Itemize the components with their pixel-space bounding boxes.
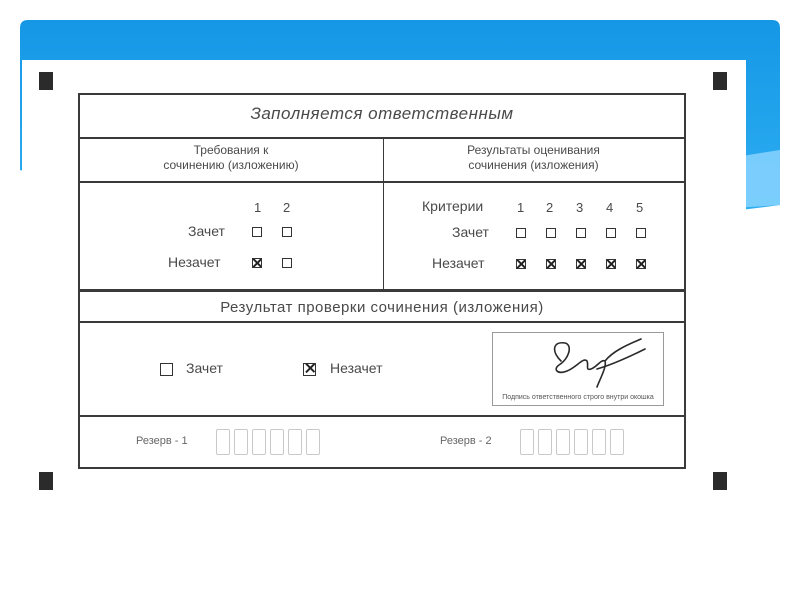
result-pass-label: Зачет bbox=[186, 360, 223, 376]
reserve-2-cell[interactable] bbox=[538, 429, 552, 455]
requirements-fail-label: Незачет bbox=[168, 254, 221, 270]
criterion-col-1: 1 bbox=[517, 200, 525, 215]
criterion-col-3: 3 bbox=[576, 200, 584, 215]
criterion-col-4: 4 bbox=[606, 200, 614, 215]
requirements-title bbox=[80, 143, 382, 173]
requirement-1-pass-checkbox[interactable] bbox=[252, 227, 262, 237]
requirement-2-fail-checkbox[interactable] bbox=[282, 258, 292, 268]
criterion-3-pass-checkbox[interactable] bbox=[576, 228, 586, 238]
corner-marker-bottom-right bbox=[713, 472, 727, 490]
requirement-col-1: 1 bbox=[254, 200, 262, 215]
divider bbox=[80, 289, 684, 292]
corner-marker-bottom-left bbox=[39, 472, 53, 490]
result-pass-checkbox[interactable] bbox=[160, 363, 173, 376]
result-fail-label: Незачет bbox=[330, 360, 383, 376]
column-divider bbox=[383, 139, 384, 289]
requirements-pass-label: Зачет bbox=[188, 223, 225, 239]
reserve-2-cell[interactable] bbox=[556, 429, 570, 455]
results-title-line2: сочинения (изложения) bbox=[468, 158, 599, 172]
results-fail-label: Незачет bbox=[432, 255, 485, 271]
criterion-col-5: 5 bbox=[636, 200, 644, 215]
criterion-3-fail-checkbox[interactable] bbox=[576, 259, 586, 269]
criterion-2-pass-checkbox[interactable] bbox=[546, 228, 556, 238]
reserve-2-cell[interactable] bbox=[610, 429, 624, 455]
criterion-2-fail-checkbox[interactable] bbox=[546, 259, 556, 269]
criteria-label: Критерии bbox=[422, 198, 484, 214]
reserve-1-label: Резерв - 1 bbox=[136, 435, 188, 447]
reserve-2-label: Резерв - 2 bbox=[440, 435, 492, 447]
form-scan bbox=[22, 60, 746, 512]
corner-marker-top-right bbox=[713, 72, 727, 90]
divider bbox=[80, 415, 684, 417]
criterion-1-pass-checkbox[interactable] bbox=[516, 228, 526, 238]
signature-box[interactable] bbox=[492, 332, 664, 406]
form-header-title: Заполняется ответственным bbox=[250, 104, 514, 123]
requirement-1-fail-checkbox[interactable] bbox=[252, 258, 262, 268]
criterion-4-pass-checkbox[interactable] bbox=[606, 228, 616, 238]
divider bbox=[80, 137, 684, 139]
reserve-2-cell[interactable] bbox=[574, 429, 588, 455]
reserve-1-cell[interactable] bbox=[234, 429, 248, 455]
assessment-form bbox=[78, 93, 686, 469]
reserve-2-cell[interactable] bbox=[592, 429, 606, 455]
divider bbox=[80, 321, 684, 323]
results-pass-label: Зачет bbox=[452, 224, 489, 240]
reserve-2-cell[interactable] bbox=[520, 429, 534, 455]
corner-marker-top-left bbox=[39, 72, 53, 90]
reserve-1-cell[interactable] bbox=[252, 429, 266, 455]
criterion-5-pass-checkbox[interactable] bbox=[636, 228, 646, 238]
criterion-4-fail-checkbox[interactable] bbox=[606, 259, 616, 269]
requirement-col-2: 2 bbox=[283, 200, 291, 215]
criterion-5-fail-checkbox[interactable] bbox=[636, 259, 646, 269]
reserve-1-cell[interactable] bbox=[288, 429, 302, 455]
requirement-2-pass-checkbox[interactable] bbox=[282, 227, 292, 237]
reserve-1-cell[interactable] bbox=[216, 429, 230, 455]
requirements-title-line2: сочинению (изложению) bbox=[163, 158, 299, 172]
reserve-1-cell[interactable] bbox=[270, 429, 284, 455]
handwritten-signature bbox=[493, 333, 663, 389]
signature-caption: Подпись ответственного строго внутри окошка bbox=[502, 394, 654, 401]
result-fail-checkbox[interactable] bbox=[303, 363, 316, 376]
results-title bbox=[383, 143, 684, 173]
criterion-1-fail-checkbox[interactable] bbox=[516, 259, 526, 269]
criterion-col-2: 2 bbox=[546, 200, 554, 215]
reserve-1-cell[interactable] bbox=[306, 429, 320, 455]
check-result-title: Результат проверки сочинения (изложения) bbox=[220, 299, 544, 316]
results-title-line1: Результаты оценивания bbox=[467, 143, 600, 157]
requirements-title-line1: Требования к bbox=[193, 143, 269, 157]
divider bbox=[80, 181, 684, 183]
